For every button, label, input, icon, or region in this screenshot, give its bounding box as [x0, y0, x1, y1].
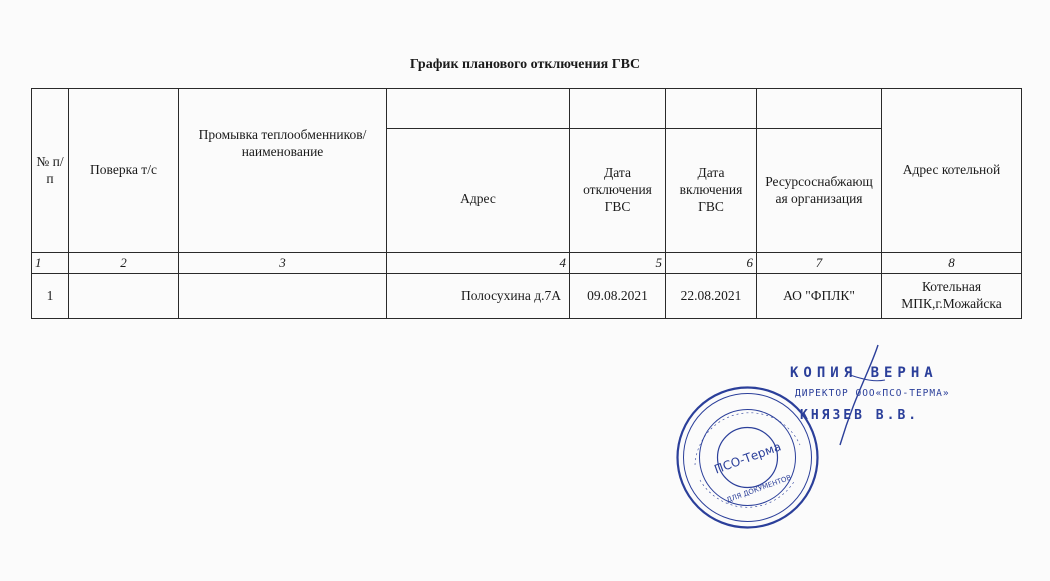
cell-address: Полосухина д.7А	[387, 274, 570, 319]
table-row	[32, 274, 1022, 319]
stamp-director-name: КНЯЗЕВ В.В.	[800, 408, 920, 423]
cell-num: 1	[32, 274, 69, 319]
col-number-2: 2	[69, 253, 179, 274]
col-number-6: 6	[666, 253, 757, 274]
header-blank-5	[570, 89, 666, 129]
col-number-4: 4	[387, 253, 570, 274]
stamp-copy-certified: КОПИЯ ВЕРНА	[790, 365, 938, 381]
header-blank-6	[666, 89, 757, 129]
cell-boiler-address: Котельная МПК,г.Можайска	[882, 274, 1022, 319]
document-title: График планового отключения ГВС	[409, 57, 641, 72]
signature-icon	[830, 340, 890, 450]
header-blank-7	[757, 89, 882, 129]
col-number-5: 5	[570, 253, 666, 274]
cell-flushing	[179, 274, 387, 319]
header-row-top	[32, 89, 1022, 129]
header-blank-4	[387, 89, 570, 129]
cell-supplier: АО "ФПЛК"	[757, 274, 882, 319]
header-supplier: Ресурсоснабжающ ая организация	[757, 129, 882, 253]
header-num: № п/п	[32, 89, 69, 253]
header-flushing: Промывка теплообменников/ наименование	[179, 89, 387, 253]
col-number-7: 7	[757, 253, 882, 274]
header-boiler-address: Адрес котельной	[882, 89, 1022, 253]
header-on-date: Дата включения ГВС	[666, 129, 757, 253]
col-number-3: 3	[179, 253, 387, 274]
col-number-1: 1	[32, 253, 69, 274]
col-number-8: 8	[882, 253, 1022, 274]
schedule-table	[31, 88, 1022, 319]
header-verification: Поверка т/с	[69, 89, 179, 253]
seal-label-text: ДЛЯ ДОКУМЕНТОВ	[725, 473, 793, 505]
cell-verification	[69, 274, 179, 319]
cell-on-date: 22.08.2021	[666, 274, 757, 319]
header-address: Адрес	[387, 129, 570, 253]
column-number-row	[32, 253, 1022, 274]
stamp-director: ДИРЕКТОР ООО«ПСО-ТЕРМА»	[795, 388, 950, 399]
company-seal-icon	[675, 385, 820, 530]
seal-center-text: ПСО-Терма	[712, 439, 783, 477]
cell-off-date: 09.08.2021	[570, 274, 666, 319]
header-off-date: Дата отключения ГВС	[570, 129, 666, 253]
